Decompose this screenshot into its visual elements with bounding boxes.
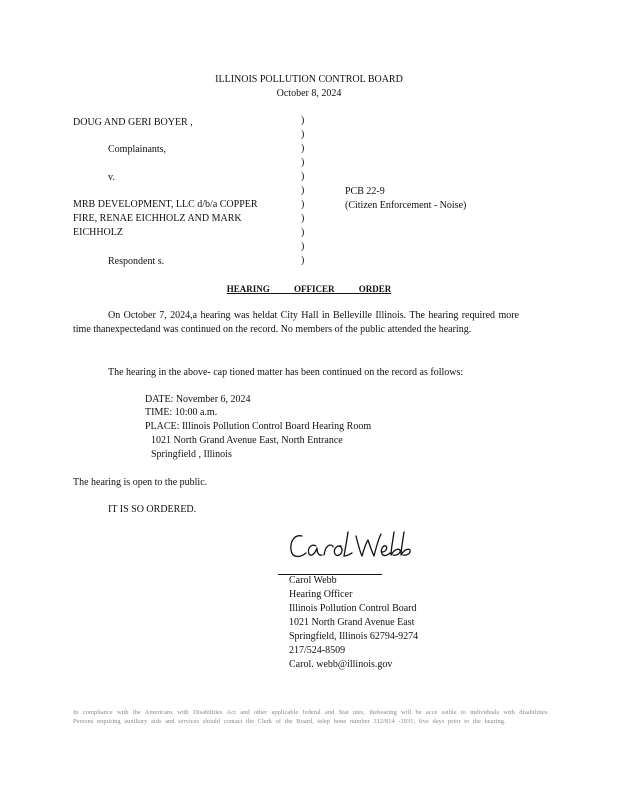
order-title: HEARING OFFICER ORDER bbox=[226, 284, 392, 294]
order-date: October 8, 2024 bbox=[276, 88, 342, 99]
respondent-line-2: FIRE, RENAE EICHHOLZ AND MARK bbox=[73, 213, 242, 224]
paragraph-continued: The hearing in the above- cap tioned matter has been continued on the record as follows: bbox=[108, 367, 464, 378]
caption-paren: ) bbox=[301, 227, 305, 238]
signer-phone: 217/524-8509 bbox=[289, 645, 346, 656]
signer-city: Springfield, Illinois 62794-9274 bbox=[289, 631, 419, 642]
signer-name: Carol Webb bbox=[289, 575, 337, 586]
hearing-place: PLACE: Illinois Pollution Control Board Hearing Room bbox=[145, 421, 372, 432]
versus-label: v. bbox=[108, 172, 115, 183]
complainant-name: DOUG AND GERI BOYER , bbox=[73, 117, 193, 128]
respondents-label: Respondent s. bbox=[108, 256, 165, 267]
case-number: PCB 22-9 bbox=[345, 186, 385, 197]
hearing-time: TIME: 10:00 a.m. bbox=[145, 407, 218, 418]
paragraph-hearing-summary: On October 7, 2024,a hearing was heldat City Hall in Belleville Illinois. The hearing required more time thanexpectedand was continued on the record. No members of the public attended the hearing. bbox=[73, 310, 519, 335]
caption-paren: ) bbox=[301, 199, 305, 210]
caption-paren: ) bbox=[301, 129, 305, 140]
complainants-label: Complainants, bbox=[108, 144, 167, 155]
handwritten-signature bbox=[286, 528, 416, 564]
respondent-line-1: MRB DEVELOPMENT, LLC d/b/a COPPER bbox=[73, 199, 258, 210]
caption-paren: ) bbox=[301, 213, 305, 224]
caption-paren: ) bbox=[301, 241, 305, 252]
caption-paren: ) bbox=[301, 255, 305, 266]
so-ordered: IT IS SO ORDERED. bbox=[108, 504, 197, 515]
signer-address: 1021 North Grand Avenue East bbox=[289, 617, 415, 628]
hearing-date: DATE: November 6, 2024 bbox=[145, 394, 251, 405]
caption-paren: ) bbox=[301, 115, 305, 126]
respondent-line-3: EICHHOLZ bbox=[73, 227, 123, 238]
hearing-address-line-2: Springfield , Illinois bbox=[151, 449, 232, 460]
signer-email: Carol. webb@illinois.gov bbox=[289, 659, 393, 670]
ada-notice: In compliance with the Americans with Disabilities Act and other applicable federal and Stat utes, thehearing will be acce ssible to individuals with disabilities. Persons requiring auxiliary aids and services should contact the Clerk of the Board, telep hone number 312/814 -3931, five days prior to the hearing. bbox=[73, 709, 549, 725]
signer-title: Hearing Officer bbox=[289, 589, 353, 600]
case-type: (Citizen Enforcement - Noise) bbox=[345, 200, 467, 211]
hearing-address-line-1: 1021 North Grand Avenue East, North Entrance bbox=[151, 435, 343, 446]
caption-paren: ) bbox=[301, 185, 305, 196]
signer-agency: Illinois Pollution Control Board bbox=[289, 603, 417, 614]
caption-parenthesis-column bbox=[301, 114, 311, 268]
agency-name: ILLINOIS POLLUTION CONTROL BOARD bbox=[215, 74, 403, 85]
open-to-public: The hearing is open to the public. bbox=[73, 477, 208, 488]
caption-paren: ) bbox=[301, 157, 305, 168]
caption-paren: ) bbox=[301, 143, 305, 154]
caption-paren: ) bbox=[301, 171, 305, 182]
